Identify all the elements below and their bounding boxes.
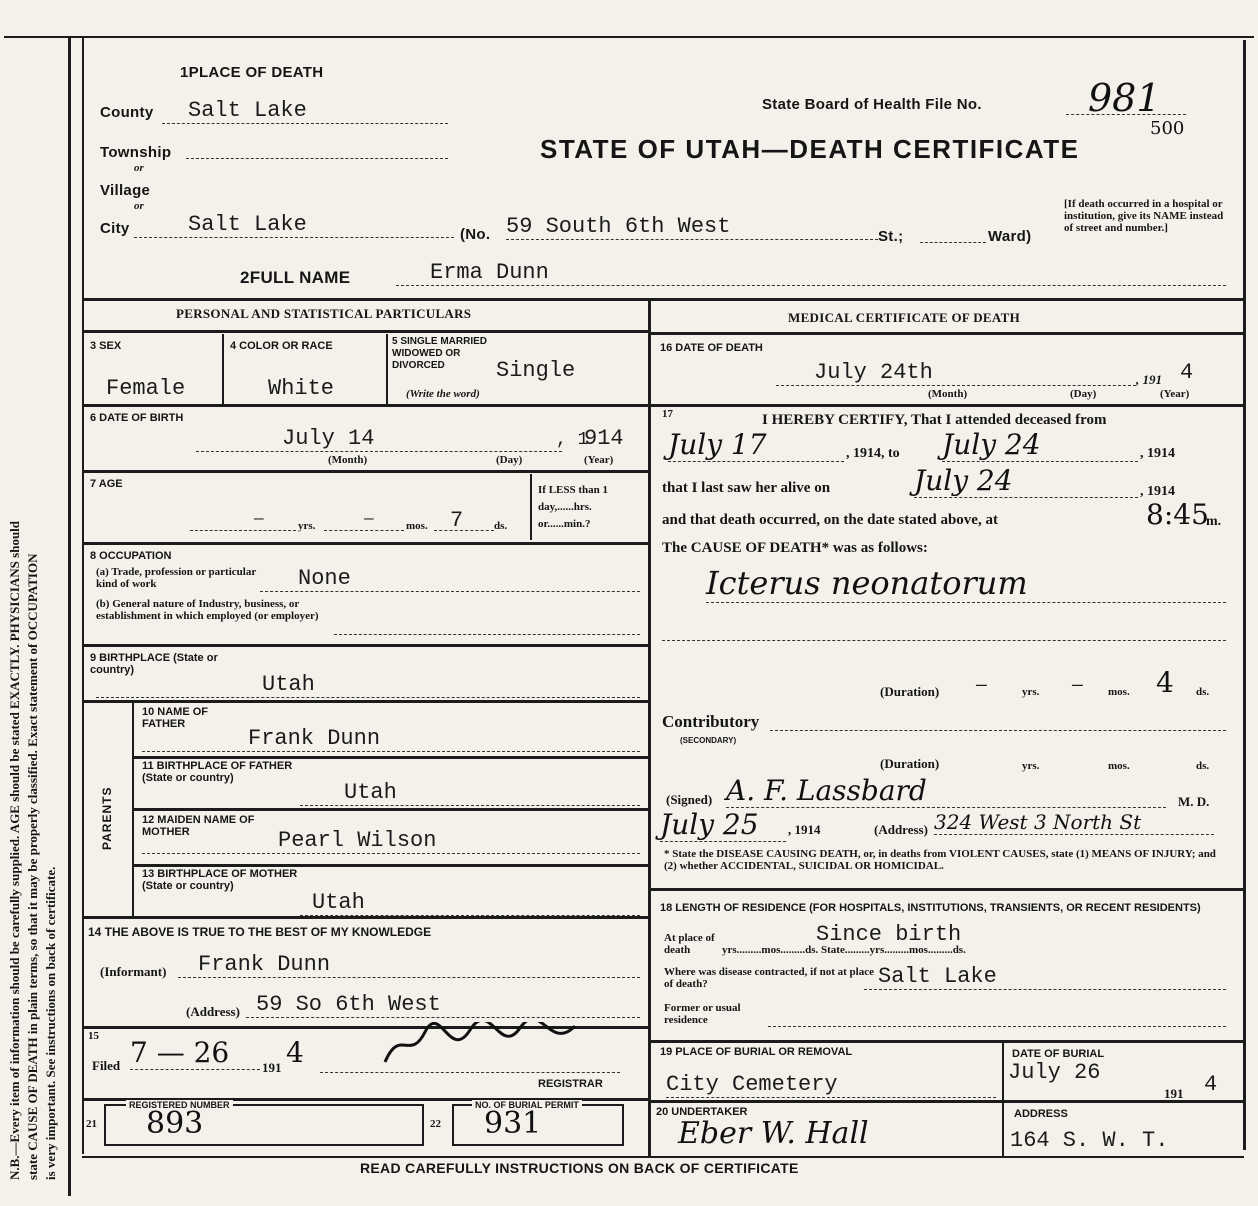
sidebar-instructions-line3: is very important. See instructions on back of certificate.: [43, 866, 58, 1180]
cause-duration-ds-caption: ds.: [1196, 686, 1210, 698]
city-label: City: [100, 220, 130, 237]
undertaker-label: 20 UNDERTAKER: [656, 1106, 748, 1118]
age-ds-field: [434, 530, 494, 531]
occupation-a-label: (a) Trade, profession or particular kind of work: [96, 566, 257, 590]
row-line-4: [82, 542, 648, 545]
occupation-label: 8 OCCUPATION: [90, 550, 172, 562]
full-name-label: 2FULL NAME: [240, 268, 351, 287]
mother-birthplace-label: 13 BIRTHPLACE OF MOTHER (State or country): [142, 868, 298, 892]
or-label-2: or: [134, 200, 144, 212]
last-saw-year: , 1914: [1140, 484, 1175, 499]
at-place-label: At place of death: [664, 932, 715, 956]
burial-date-label: DATE OF BURIAL: [1012, 1048, 1105, 1060]
contributory-yrs-caption: yrs.: [1022, 760, 1040, 772]
registered-number-value: 893: [146, 1106, 204, 1141]
bottom-border: [82, 1156, 1244, 1158]
contributory-ds-caption: ds.: [1196, 760, 1210, 772]
street-value: 59 South 6th West: [506, 214, 878, 240]
filed-label: Filed: [92, 1058, 121, 1073]
right-border: [1243, 40, 1246, 1150]
burial-permit-label: NO. OF BURIAL PERMIT: [472, 1100, 582, 1110]
informant-label: (Informant): [100, 964, 167, 979]
attended-from-year: , 1914, to: [846, 446, 900, 461]
age-ds-value: 7: [450, 508, 464, 533]
violent-causes-footnote: * State the DISEASE CAUSING DEATH, or, in deaths from VIOLENT CAUSES, state (1) MEANS OF INJURY; and (2) whether ACCIDENTAL, SUICIDAL OR HOMICIDAL.: [664, 848, 1216, 872]
personal-section-title: PERSONAL AND STATISTICAL PARTICULARS: [176, 306, 472, 321]
contracted-value: Salt Lake: [864, 964, 1226, 990]
cause-of-death-value: Icterus neonatorum: [706, 564, 1226, 603]
informant-address-label: (Address): [186, 1004, 240, 1019]
age-mos-caption: mos.: [406, 520, 428, 532]
physician-signature: A. F. Lassbard: [726, 774, 1166, 808]
cause-duration-label: (Duration): [880, 684, 940, 699]
marital-value: Single: [496, 358, 576, 383]
birthplace-label: 9 BIRTHPLACE (State or country): [90, 652, 218, 676]
footer-instructions: READ CAREFULLY INSTRUCTIONS ON BACK OF CERTIFICATE: [360, 1160, 799, 1176]
township-field: [186, 158, 448, 159]
father-birthplace-label: 11 BIRTHPLACE OF FATHER (State or country): [142, 760, 293, 784]
age-less-divider: [530, 474, 532, 540]
ward-label: Ward): [988, 228, 1032, 245]
mother-birthplace-value: Utah: [300, 890, 640, 916]
occupation-value: None: [260, 566, 640, 592]
dob-day-caption: (Day): [496, 454, 523, 466]
attended-to-value: July 24: [942, 428, 1138, 462]
cause-of-death-label: The CAUSE OF DEATH* was as follows:: [662, 540, 928, 556]
certify-text: I HEREBY CERTIFY, That I attended deceased from: [762, 412, 1107, 428]
mother-name-label: 12 MAIDEN NAME OF MOTHER: [142, 814, 255, 838]
filed-value: 7 — 26: [130, 1036, 260, 1070]
right-row-line-2: [650, 404, 1244, 407]
former-residence-field: [768, 1026, 1226, 1027]
parents-label: PARENTS: [100, 786, 114, 850]
residence-label: 18 LENGTH OF RESIDENCE (FOR HOSPITALS, INSTITUTIONS, TRANSIENTS, OR RECENT RESIDENTS): [660, 902, 1201, 914]
age-yrs-caption: yrs.: [298, 520, 316, 532]
left-border: [68, 36, 71, 1196]
contributory-label: Contributory: [662, 712, 760, 731]
signed-address-value: 324 West 3 North St: [934, 810, 1214, 835]
field-22-number: 22: [430, 1118, 441, 1130]
row-line-3: [82, 470, 648, 473]
contributory-duration-label: (Duration): [880, 756, 940, 771]
township-label: Township: [100, 144, 172, 161]
registered-number-label: REGISTERED NUMBER: [126, 1100, 233, 1110]
registrar-signature: [380, 1022, 580, 1070]
dob-month-caption: (Month): [328, 454, 368, 466]
death-year-prefix: , 191: [1136, 372, 1162, 387]
attended-from-value: July 17: [668, 428, 844, 462]
burial-place-value: City Cemetery: [666, 1072, 996, 1098]
father-name-label: 10 NAME OF FATHER: [142, 706, 209, 730]
color-label: 4 COLOR OR RACE: [230, 340, 333, 352]
cause-duration-mos-caption: mos.: [1108, 686, 1130, 698]
street-no-label: (No.: [460, 226, 491, 243]
section-divider-top: [82, 298, 1244, 301]
father-name-value: Frank Dunn: [142, 726, 640, 752]
death-time-value: 8:45: [1146, 498, 1209, 531]
file-no-value: 981: [1088, 76, 1161, 120]
death-year: 4: [1180, 360, 1194, 385]
row-line-8: [134, 808, 648, 811]
undertaker-address-value: 164 S. W. T.: [1010, 1128, 1169, 1153]
right-row-line-5: [650, 1100, 1244, 1103]
county-label: County: [100, 104, 154, 121]
registrar-signature-field: [320, 1072, 620, 1073]
top-border: [4, 36, 1254, 38]
burial-year: 4: [1204, 1072, 1218, 1097]
registrar-label: REGISTRAR: [538, 1078, 603, 1090]
row-line-2: [82, 404, 648, 407]
inner-left-border: [82, 36, 84, 1154]
signed-address-label: (Address): [874, 822, 928, 837]
death-year-caption: (Year): [1160, 388, 1190, 400]
color-marital-divider: [386, 334, 388, 404]
secondary-caption: (SECONDARY): [680, 736, 737, 745]
informant-address-value: 59 So 6th West: [246, 992, 640, 1018]
death-month-caption: (Month): [928, 388, 968, 400]
age-label: 7 AGE: [90, 478, 123, 490]
cause-duration-ds: 4: [1156, 666, 1174, 699]
cause-duration-yrs: —: [976, 676, 987, 696]
color-value: White: [268, 376, 335, 401]
village-label: Village: [100, 182, 151, 199]
sidebar-instructions-line1: N.B.—Every item of information should be carefully supplied. AGE should be stated EXACTLY. PHYSICIANS should: [7, 520, 22, 1180]
informant-value: Frank Dunn: [178, 952, 640, 978]
less-than-note: If LESS than 1 day,......hrs. or......min.?: [538, 484, 609, 530]
sidebar-instructions-line2: state CAUSE OF DEATH in plain terms, so that it may be properly classified. Exact statement of OCCUPATION: [25, 553, 40, 1180]
burial-place-label: 19 PLACE OF BURIAL OR REMOVAL: [660, 1046, 853, 1058]
age-ds-caption: ds.: [494, 520, 508, 532]
age-mos-value: —: [364, 510, 374, 528]
informant-statement-label: 14 THE ABOVE IS TRUE TO THE BEST OF MY KNOWLEDGE: [88, 925, 432, 939]
contributory-mos-caption: mos.: [1108, 760, 1130, 772]
certificate-title: STATE OF UTAH—DEATH CERTIFICATE: [540, 134, 1080, 164]
attended-to-year: , 1914: [1140, 446, 1175, 461]
field-17-number: 17: [662, 408, 673, 420]
field-21-number: 21: [86, 1118, 97, 1130]
age-yrs-field: [190, 530, 296, 531]
county-value: Salt Lake: [162, 98, 448, 124]
death-time-suffix: m.: [1206, 514, 1222, 529]
cause-duration-yrs-caption: yrs.: [1022, 686, 1040, 698]
field-15-number: 15: [88, 1030, 99, 1042]
father-birthplace-value: Utah: [300, 780, 640, 806]
birthplace-value: Utah: [96, 672, 640, 698]
contracted-label: Where was disease contracted, if not at place of death?: [664, 966, 874, 990]
age-mos-field: [324, 530, 404, 531]
row-line-7: [134, 756, 648, 759]
mother-name-value: Pearl Wilson: [142, 828, 640, 854]
former-residence-label: Former or usual residence: [664, 1002, 741, 1026]
last-saw-label: that I last saw her alive on: [662, 480, 831, 496]
ward-field: [920, 242, 986, 243]
death-occurred-label: and that death occurred, on the date stated above, at: [662, 512, 998, 528]
last-saw-value: July 24: [914, 464, 1138, 498]
burial-date-divider: [1002, 1040, 1004, 1156]
date-of-death-label: 16 DATE OF DEATH: [660, 342, 763, 354]
row-line-10: [82, 916, 648, 919]
filed-year: 4: [286, 1036, 304, 1069]
occupation-b-label: (b) General nature of Industry, business, or establishment in which employed (or employer): [96, 598, 319, 622]
marital-write-note: (Write the word): [406, 388, 480, 400]
burial-year-prefix: 191: [1164, 1086, 1184, 1101]
place-of-death-label: 1PLACE OF DEATH: [180, 64, 324, 81]
city-value: Salt Lake: [134, 212, 454, 238]
dob-value: July 14: [196, 426, 562, 452]
st-label: St.;: [878, 228, 904, 245]
burial-date-value: July 26: [1008, 1060, 1101, 1085]
filed-year-prefix: 191: [262, 1060, 282, 1075]
full-name-value: Erma Dunn: [396, 260, 1226, 286]
row-line-5: [82, 644, 648, 647]
burial-permit-value: 931: [484, 1106, 542, 1141]
hospital-note: [If death occurred in a hospital or institution, give its NAME instead of street and number.]: [1064, 198, 1224, 234]
right-row-line-3: [650, 888, 1244, 891]
date-of-death-value: July 24th: [776, 360, 1136, 386]
undertaker-address-label: ADDRESS: [1014, 1108, 1068, 1120]
signed-date: July 25: [660, 808, 786, 842]
dob-year: 914: [584, 426, 624, 451]
file-no-label: State Board of Health File No.: [762, 96, 982, 113]
residence-fields: yrs.........mos.........ds. State.........yrs.........mos.........ds.: [722, 944, 966, 956]
sex-color-divider: [222, 334, 224, 404]
file-no-extra: 500: [1150, 118, 1185, 139]
row-line-6: [82, 700, 648, 703]
residence-value: Since birth: [816, 922, 962, 947]
cause-duration-mos: —: [1072, 676, 1083, 696]
undertaker-value: Eber W. Hall: [678, 1116, 869, 1151]
signed-label: (Signed): [666, 792, 713, 807]
signed-year: , 1914: [788, 822, 821, 837]
row-line-1: [82, 330, 648, 333]
marital-label: 5 SINGLE MARRIED WIDOWED OR DIVORCED: [392, 336, 488, 371]
death-day-caption: (Day): [1070, 388, 1097, 400]
row-line-9: [134, 864, 648, 867]
age-yrs-value: —: [254, 510, 264, 528]
occupation-b-field: [334, 634, 640, 635]
md-label: M. D.: [1178, 794, 1210, 809]
center-divider: [648, 300, 651, 1156]
or-label-1: or: [134, 162, 144, 174]
cause-line-2: [662, 640, 1226, 641]
sex-value: Female: [106, 376, 186, 401]
right-row-line-4: [650, 1040, 1244, 1043]
sex-label: 3 SEX: [90, 340, 122, 352]
right-row-line-1: [650, 332, 1244, 335]
dob-year-prefix: , 1: [556, 430, 589, 450]
dob-label: 6 DATE OF BIRTH: [90, 412, 184, 424]
medical-section-title: MEDICAL CERTIFICATE OF DEATH: [788, 310, 1020, 325]
contributory-field: [770, 730, 1226, 731]
dob-year-caption: (Year): [584, 454, 614, 466]
